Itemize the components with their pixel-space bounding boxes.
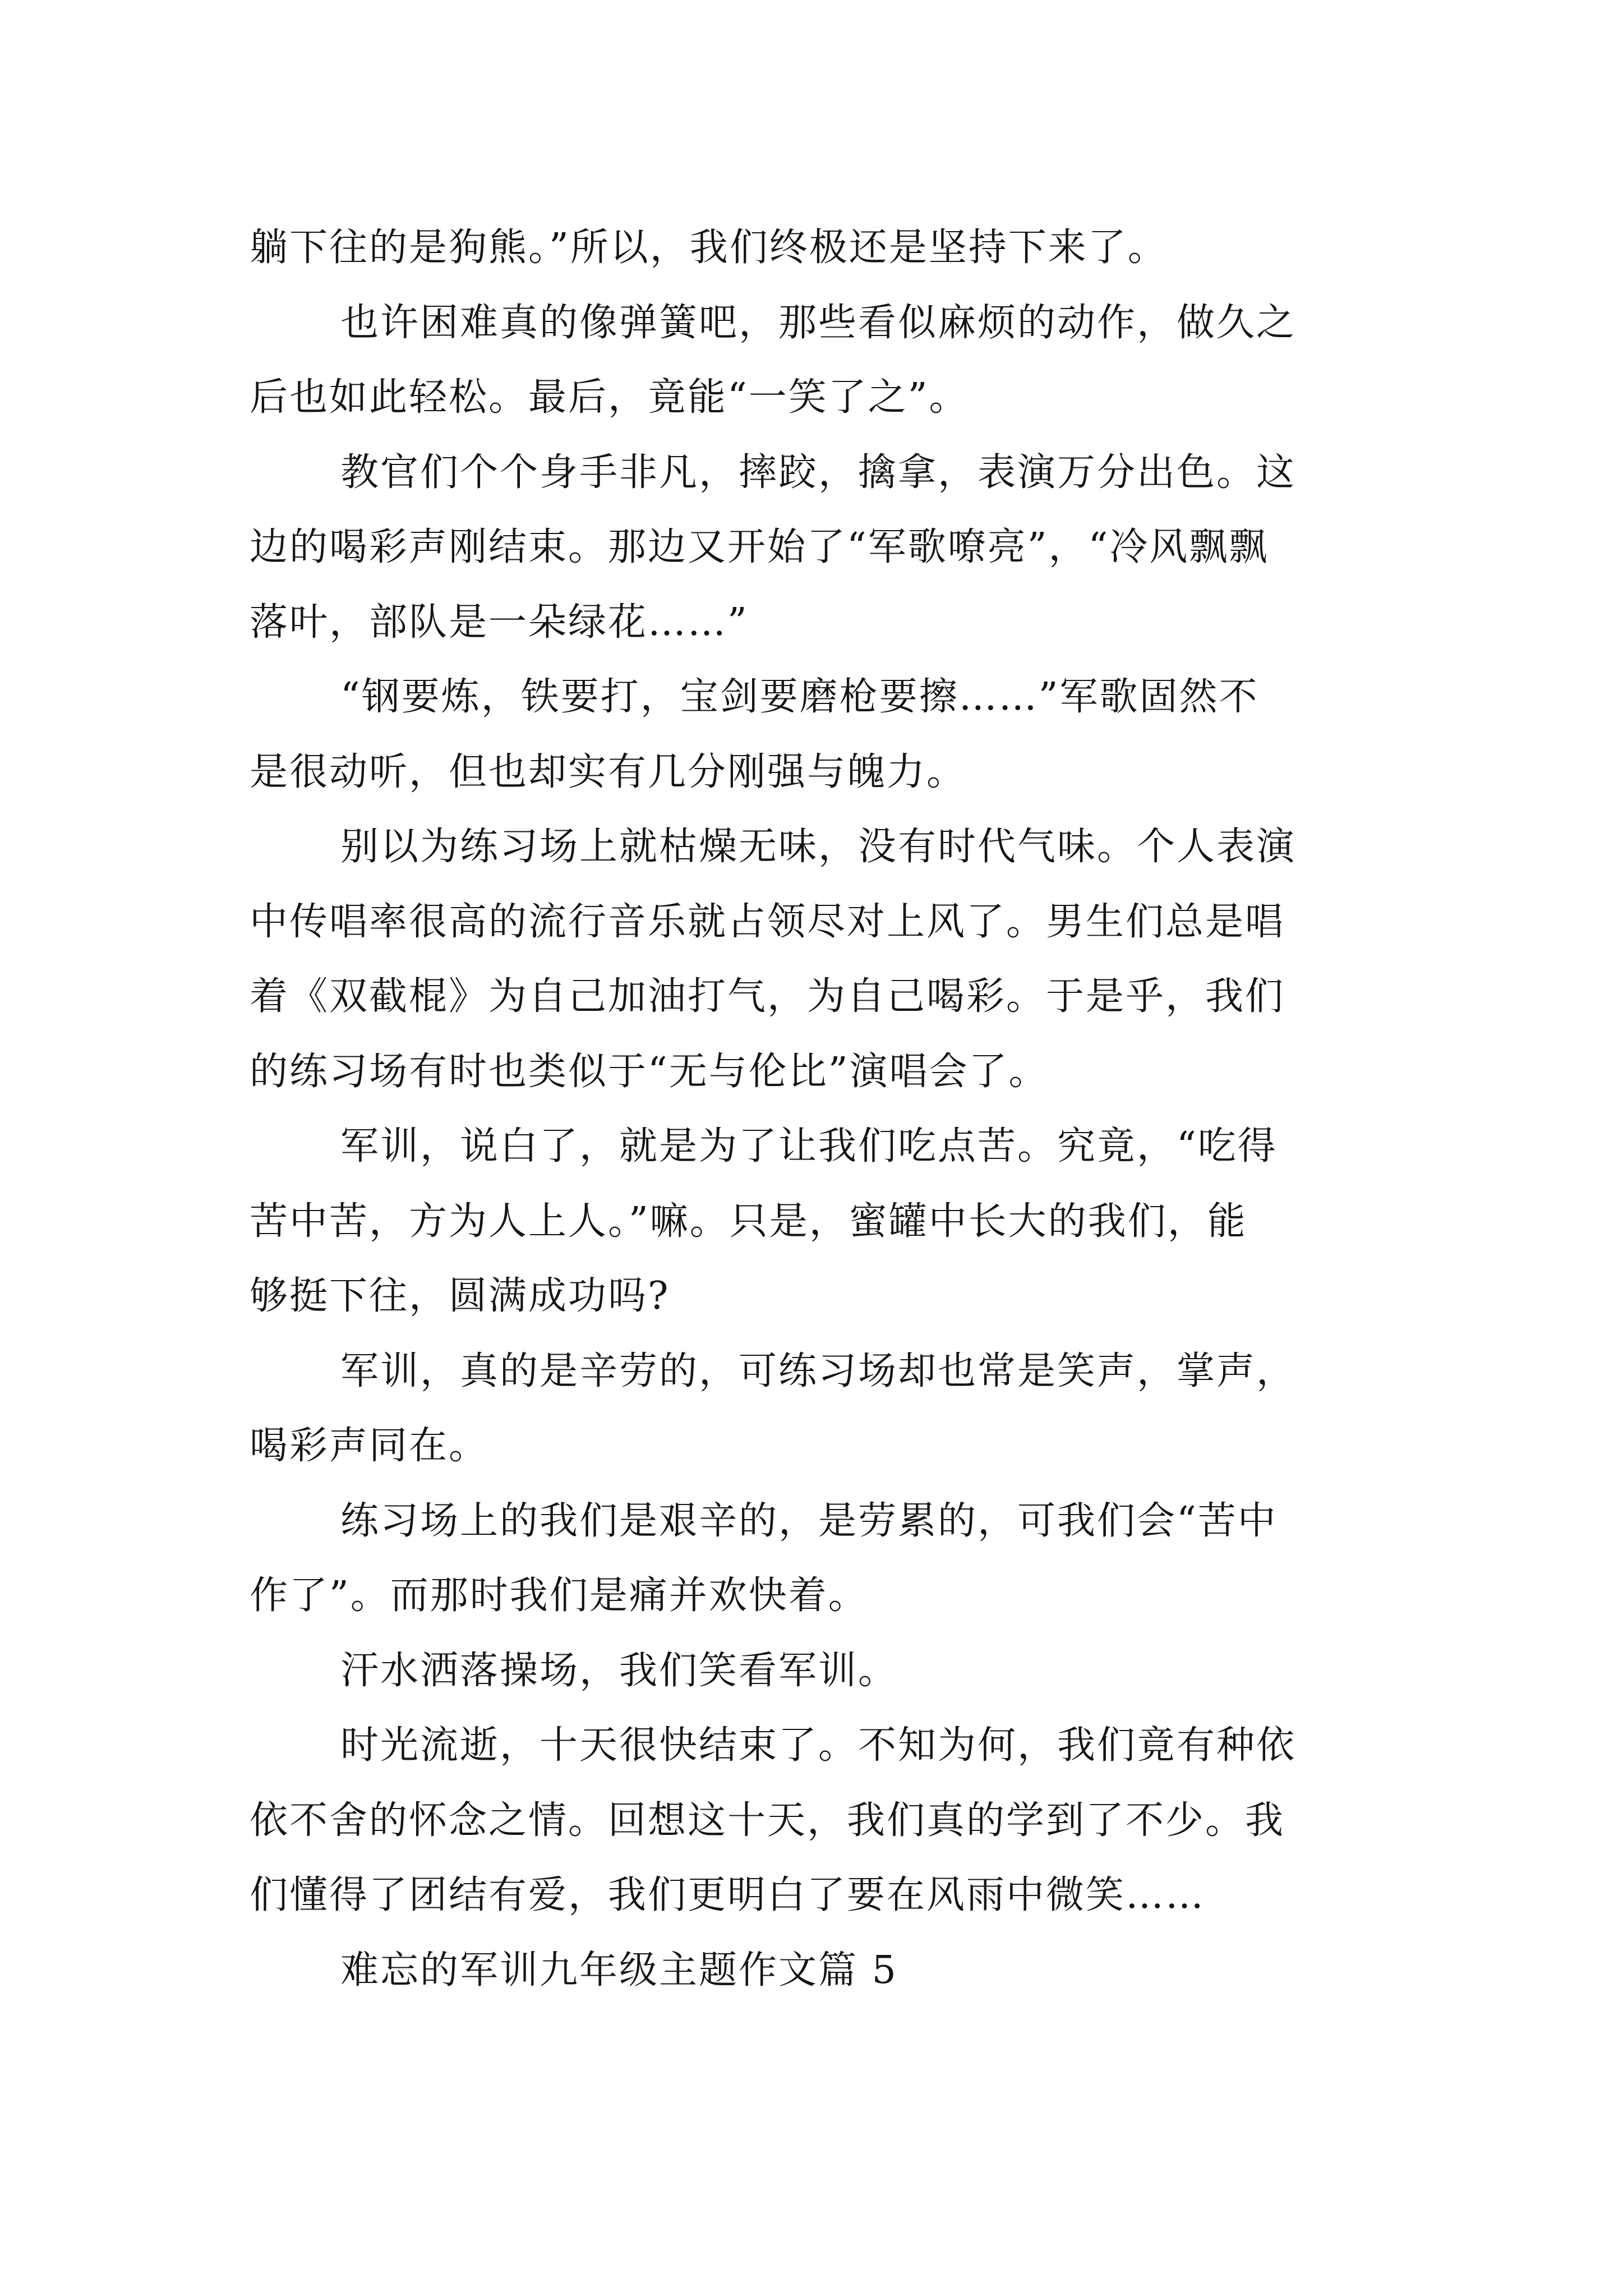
text-line: 依不舍的怀念之情。回想这十天，我们真的学到了不少。我 <box>250 1798 1285 1843</box>
text-line: 后也如此轻松。最后，竟能“一笑了之”。 <box>250 375 969 420</box>
text-line: 是很动听，但也却实有几分刚强与魄力。 <box>250 749 967 794</box>
paragraph-start-line: 汗水洒落操场，我们笑看军训。 <box>340 1648 898 1693</box>
text-line: 作了”。而那时我们是痛并欢快着。 <box>250 1573 868 1618</box>
text-line: 苦中苦，方为人上人。”嘛。只是，蜜罐中长大的我们，能 <box>250 1199 1247 1244</box>
text-line: 落叶，部队是一朵绿花……” <box>250 600 749 645</box>
text-line: 的练习场有时也类似于“无与伦比”演唱会了。 <box>250 1049 1049 1094</box>
paragraph-start-line: 军训，说白了，就是为了让我们吃点苦。究竟，“吃得 <box>340 1124 1278 1168</box>
text-line: 喝彩声同在。 <box>250 1424 489 1468</box>
paragraph-start-line: 也许困难真的像弹簧吧，那些看似麻烦的动作，做久之 <box>340 300 1297 345</box>
paragraph-start-line: 别以为练习场上就枯燥无味，没有时代气味。个人表演 <box>340 825 1297 869</box>
paragraph-start-line: 教官们个个身手非凡，摔跤，擒拿，表演万分出色。这 <box>340 450 1297 495</box>
paragraph-start-line: 军训，真的是辛劳的，可练习场却也常是笑声，掌声， <box>340 1349 1297 1393</box>
text-line: 躺下往的是狗熊。”所以，我们终极还是坚持下来了。 <box>250 226 1168 270</box>
text-line: 中传唱率很高的流行音乐就占领尽对上风了。男生们总是唱 <box>250 899 1285 944</box>
paragraph-start-line: “钢要炼，铁要打，宝剑要磨枪要擦……”军歌固然不 <box>340 675 1259 719</box>
text-line: 们懂得了团结有爱，我们更明白了要在风雨中微笑…… <box>250 1873 1206 1917</box>
section-title-line: 难忘的军训九年级主题作文篇 5 <box>340 1948 898 1993</box>
text-line: 着《双截棍》为自己加油打气，为自己喝彩。于是乎，我们 <box>250 974 1285 1019</box>
paragraph-start-line: 时光流逝，十天很快结束了。不知为何，我们竟有种依 <box>340 1723 1297 1768</box>
document-body <box>250 210 1388 2008</box>
text-line: 边的喝彩声刚结束。那边又开始了“军歌嘹亮”，“冷风飘飘 <box>250 525 1269 569</box>
paragraph-start-line: 练习场上的我们是艰辛的，是劳累的，可我们会“苦中 <box>340 1498 1278 1543</box>
text-line: 够挺下往，圆满成功吗? <box>250 1274 670 1318</box>
